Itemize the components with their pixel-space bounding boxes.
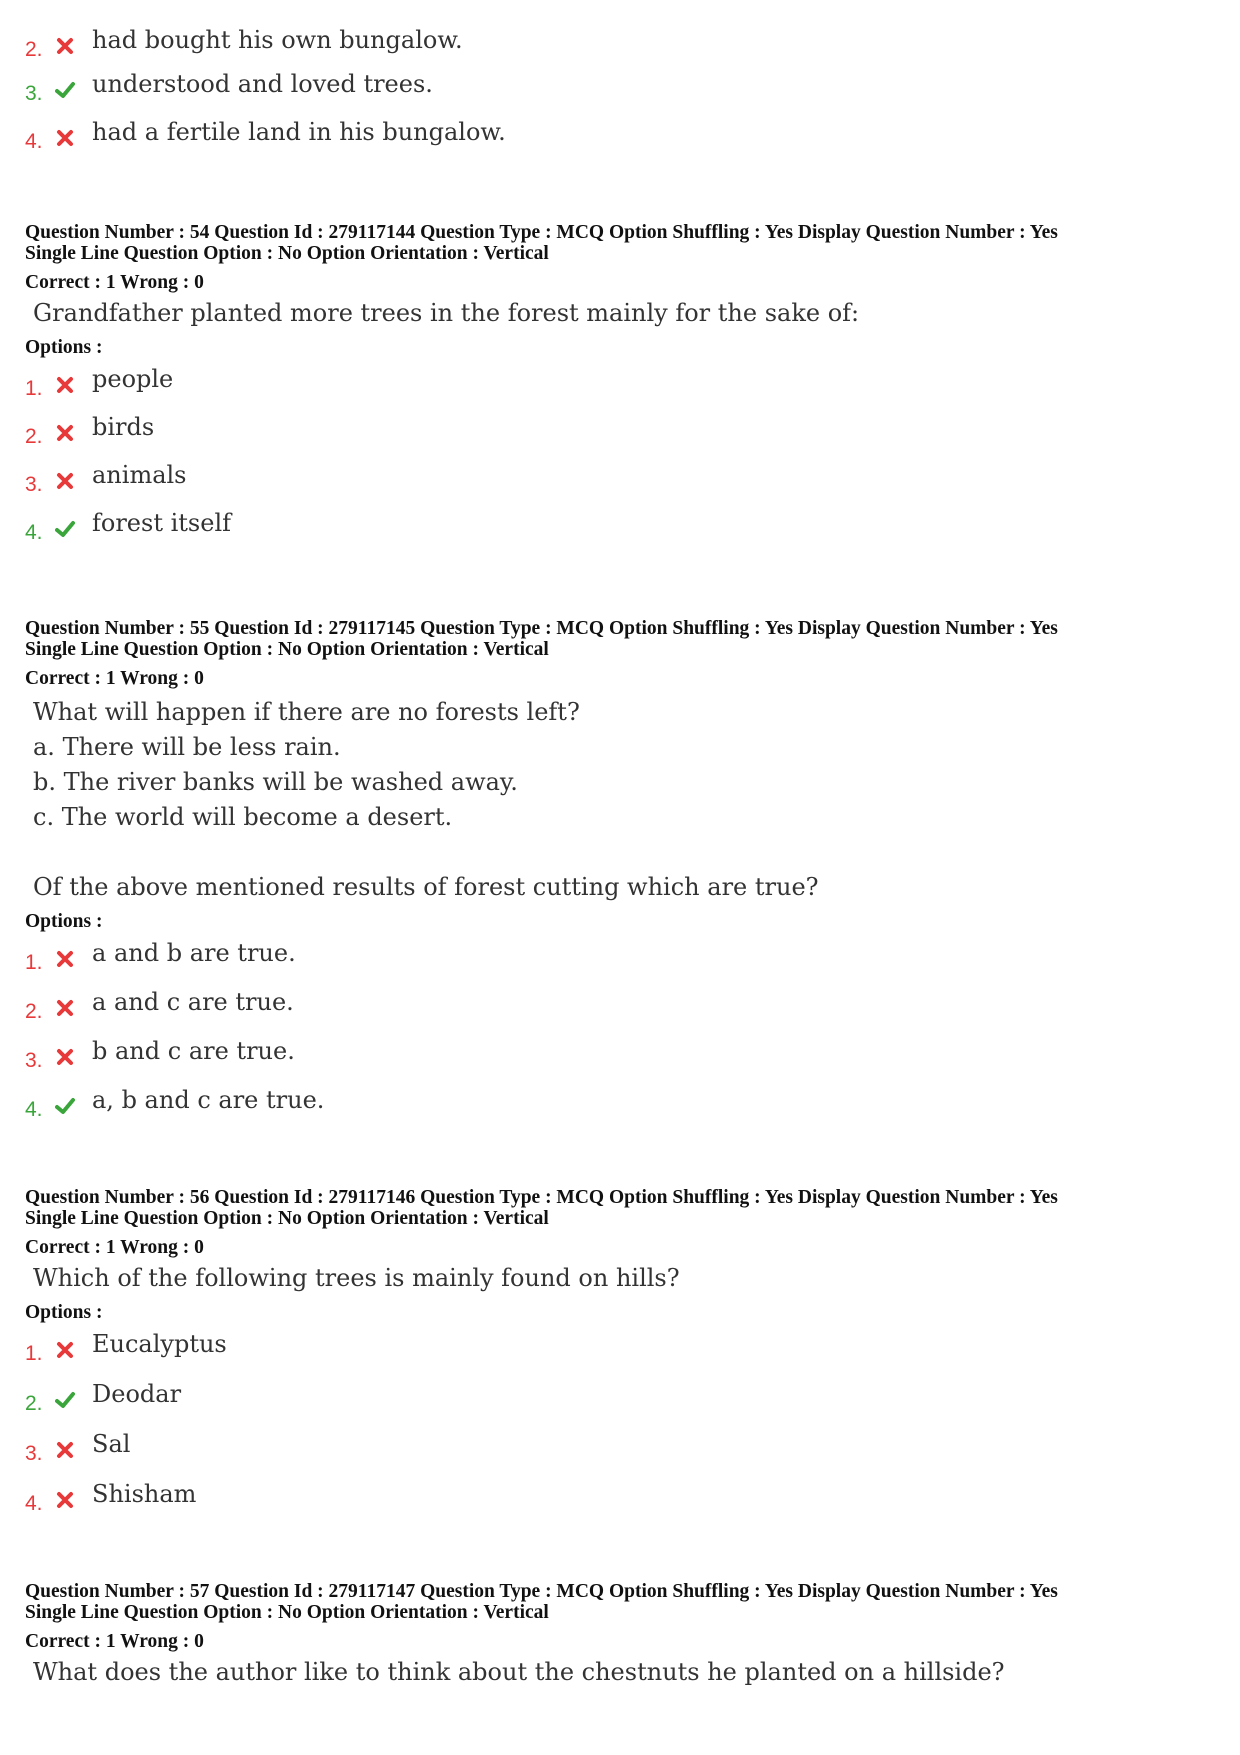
option-text: animals <box>92 461 187 489</box>
option-text: a, b and c are true. <box>92 1086 325 1114</box>
question-meta-line1: Question Number : 55 Question Id : 279117145 Question Type : MCQ Option Shuffling : Yes Display Question Number : Yes <box>25 618 1058 639</box>
option-row <box>0 461 1240 509</box>
question-text: Which of the following trees is mainly found on hills? <box>33 1264 680 1292</box>
options-label: Options : <box>25 1302 103 1323</box>
option-text: Shisham <box>92 1480 197 1508</box>
question-text-line: a. There will be less rain. <box>33 733 341 761</box>
options-label: Options : <box>25 337 103 358</box>
option-row <box>0 1086 1240 1135</box>
option-text: understood and loved trees. <box>92 70 433 98</box>
question-meta-line2: Single Line Question Option : No Option Orientation : Vertical <box>25 243 549 264</box>
option-number: 2. <box>25 425 43 448</box>
option-text: Deodar <box>92 1380 182 1408</box>
option-row <box>0 118 1240 162</box>
option-row <box>0 26 1240 70</box>
option-text: had bought his own bungalow. <box>92 26 463 54</box>
question-text: Grandfather planted more trees in the forest mainly for the sake of: <box>33 299 860 327</box>
check-icon <box>55 519 75 539</box>
cross-icon <box>55 423 75 443</box>
option-row <box>0 1480 1240 1530</box>
option-text: people <box>92 365 174 393</box>
score-line: Correct : 1 Wrong : 0 <box>25 1631 204 1652</box>
option-number: 4. <box>25 521 43 544</box>
option-row <box>0 939 1240 988</box>
option-row <box>0 413 1240 461</box>
question-block <box>0 1187 1240 1530</box>
option-number: 2. <box>25 38 43 61</box>
cross-icon <box>55 1047 75 1067</box>
options-list <box>0 1330 1240 1530</box>
option-number: 4. <box>25 1098 43 1121</box>
cross-icon <box>55 1440 75 1460</box>
option-row <box>0 509 1240 557</box>
option-number: 3. <box>25 473 43 496</box>
option-number: 4. <box>25 1492 43 1515</box>
cross-icon <box>55 375 75 395</box>
question-block <box>0 222 1240 557</box>
option-number: 4. <box>25 130 43 153</box>
cross-icon <box>55 949 75 969</box>
options-list <box>0 939 1240 1135</box>
option-row <box>0 1037 1240 1086</box>
question-text-line: c. The world will become a desert. <box>33 803 453 831</box>
question-meta-line2: Single Line Question Option : No Option Orientation : Vertical <box>25 1208 549 1229</box>
option-number: 1. <box>25 951 43 974</box>
question-text <box>0 695 1240 905</box>
cross-icon <box>55 998 75 1018</box>
question-text-line: Of the above mentioned results of forest cutting which are true? <box>33 873 819 901</box>
option-text: forest itself <box>92 509 231 537</box>
option-text: birds <box>92 413 155 441</box>
cross-icon <box>55 1490 75 1510</box>
check-icon <box>55 1390 75 1410</box>
score-line: Correct : 1 Wrong : 0 <box>25 668 204 689</box>
question-meta-line2: Single Line Question Option : No Option Orientation : Vertical <box>25 639 549 660</box>
option-row <box>0 1330 1240 1380</box>
options-label: Options : <box>25 911 103 932</box>
option-text: Sal <box>92 1430 131 1458</box>
question-text-line: What will happen if there are no forests left? <box>33 698 580 726</box>
option-text: b and c are true. <box>92 1037 295 1065</box>
cross-icon <box>55 471 75 491</box>
check-icon <box>55 1096 75 1116</box>
question-meta-line2: Single Line Question Option : No Option Orientation : Vertical <box>25 1602 549 1623</box>
option-text: Eucalyptus <box>92 1330 227 1358</box>
option-row <box>0 1430 1240 1480</box>
question-block <box>0 1581 1240 1686</box>
option-row <box>0 988 1240 1037</box>
option-number: 2. <box>25 1392 43 1415</box>
options-list <box>0 365 1240 557</box>
cross-icon <box>55 36 75 56</box>
score-line: Correct : 1 Wrong : 0 <box>25 1237 204 1258</box>
option-row <box>0 365 1240 413</box>
question-block <box>0 618 1240 1135</box>
option-number: 2. <box>25 1000 43 1023</box>
option-row <box>0 70 1240 118</box>
question-meta-line1: Question Number : 56 Question Id : 279117146 Question Type : MCQ Option Shuffling : Yes Display Question Number : Yes <box>25 1187 1058 1208</box>
option-number: 3. <box>25 1049 43 1072</box>
cross-icon <box>55 128 75 148</box>
question-meta-line1: Question Number : 54 Question Id : 279117144 Question Type : MCQ Option Shuffling : Yes Display Question Number : Yes <box>25 222 1058 243</box>
option-number: 1. <box>25 1342 43 1365</box>
option-text: a and c are true. <box>92 988 294 1016</box>
option-row <box>0 1380 1240 1430</box>
prev-options <box>0 26 1240 162</box>
question-text: What does the author like to think about the chestnuts he planted on a hillside? <box>33 1658 1005 1686</box>
question-meta-line1: Question Number : 57 Question Id : 279117147 Question Type : MCQ Option Shuffling : Yes Display Question Number : Yes <box>25 1581 1058 1602</box>
question-text-line: b. The river banks will be washed away. <box>33 768 518 796</box>
option-text: had a fertile land in his bungalow. <box>92 118 506 146</box>
option-number: 3. <box>25 82 43 105</box>
check-icon <box>55 80 75 100</box>
option-number: 3. <box>25 1442 43 1465</box>
option-number: 1. <box>25 377 43 400</box>
cross-icon <box>55 1340 75 1360</box>
score-line: Correct : 1 Wrong : 0 <box>25 272 204 293</box>
option-text: a and b are true. <box>92 939 296 967</box>
question-text-line <box>33 835 1240 870</box>
